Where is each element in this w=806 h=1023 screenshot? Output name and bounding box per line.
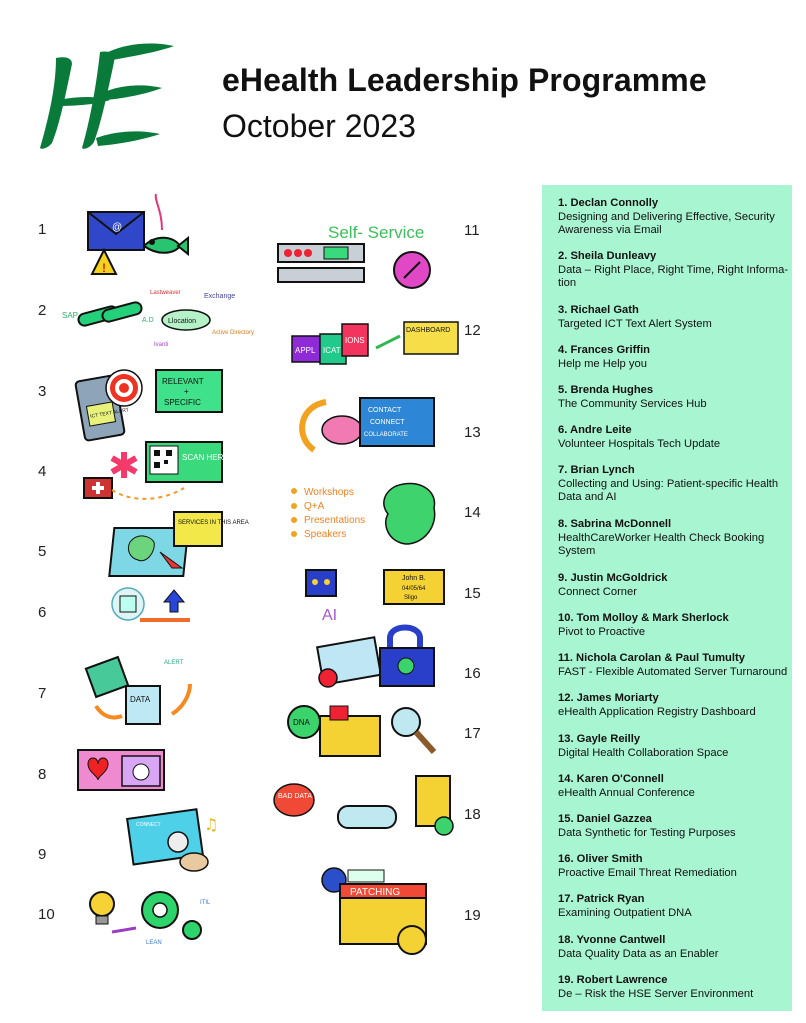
speech-bubble [156, 370, 222, 412]
illustration-number-10: 10 [38, 906, 55, 923]
document-check-icon [416, 776, 453, 835]
page-title: eHealth Leadership Programme [222, 62, 707, 98]
illustration-14-conference [288, 474, 448, 554]
label-sap: SAP [62, 311, 79, 320]
project-entry-13: 13. Gayle Reilly Digital Health Collaboration Space [558, 733, 729, 759]
magnifier-icon [392, 708, 434, 752]
ireland-map-icon [384, 483, 435, 544]
lightbulb-icon [90, 892, 114, 924]
chip-icon [112, 588, 144, 620]
project-entry-3: 3. Richael Gath Targeted ICT Text Alert System [558, 304, 712, 330]
illustration-number-4: 4 [38, 463, 47, 480]
target-icon [106, 370, 142, 406]
illustration-number-9: 9 [38, 846, 47, 863]
illustration-number-17: 17 [464, 725, 481, 742]
illustration-number-3: 3 [38, 383, 47, 400]
project-entry-7: 7. Brian Lynch Collecting and Using: Patient-specific Health Data and AI [558, 464, 779, 504]
hse-logo [38, 38, 178, 153]
label-exchange: Exchange [204, 293, 236, 300]
clock-icon [394, 252, 430, 288]
illustration-18-data-quality [272, 770, 458, 844]
illustration-2-data-systems [62, 282, 255, 352]
project-entry-16: 16. Oliver Smith Proactive Email Threat Remediation [558, 853, 737, 879]
svg-text:+: + [184, 387, 189, 396]
bad-data-cloud [274, 784, 314, 816]
project-entry-11: 11. Nichola Carolan & Paul Tumulty FAST - Flexible Automated Server Turnaround [558, 652, 788, 678]
illustration-1-phishing [82, 190, 192, 280]
error-icon [319, 669, 337, 687]
link-icon [77, 301, 143, 327]
project-entry-14: 14. Karen O'Connell eHealth Annual Conference [558, 773, 695, 799]
project-entry-12: 12. James Moriarty eHealth Application Registry Dashboard [558, 692, 756, 718]
document-icon [126, 686, 160, 724]
svg-text:John B.: John B. [402, 575, 426, 582]
svg-text:DATA: DATA [130, 695, 151, 704]
arrow-up-icon [164, 590, 184, 612]
illustration-number-8: 8 [38, 766, 47, 783]
palette-icon [180, 853, 208, 871]
svg-text:Presentations: Presentations [304, 515, 366, 526]
illustration-number-6: 6 [38, 604, 47, 621]
project-entry-19: 19. Robert Lawrence De – Risk the HSE Server Environment [558, 974, 754, 1000]
illustration-8-health-check [76, 748, 166, 794]
svg-text:AI: AI [322, 607, 338, 624]
illustration-number-1: 1 [38, 221, 47, 238]
svg-text:DNA: DNA [293, 718, 310, 727]
illustration-16-email-threat [316, 620, 448, 692]
asterisk-icon [112, 452, 136, 478]
project-entry-4: 4. Frances Griffin Help me Help you [558, 344, 651, 370]
svg-text:ICAT: ICAT [323, 346, 341, 355]
project-entry-18: 18. Yvonne Cantwell Data Quality Data as an Enabler [558, 934, 719, 960]
svg-text:Sligo: Sligo [404, 595, 418, 601]
project-entry-5: 5. Brenda Hughes The Community Services Hub [558, 384, 707, 410]
label-ivanti: Ivanti [154, 342, 169, 348]
illustration-number-11: 11 [464, 222, 480, 239]
ball-icon [168, 832, 188, 852]
svg-text:COLLABORATE: COLLABORATE [364, 432, 408, 438]
calendar-icon [122, 756, 160, 786]
svg-text:Workshops: Workshops [304, 487, 354, 498]
svg-text:Speakers: Speakers [304, 529, 347, 540]
id-card-icon [384, 570, 444, 604]
robot-icon [306, 570, 336, 596]
illustration-4-help-me [84, 438, 229, 508]
label-ict-text-alert: ICT TEXT ALERT [89, 407, 130, 420]
svg-text:CONNECT: CONNECT [136, 822, 161, 828]
bath-icon [338, 806, 396, 828]
server-icon [278, 244, 364, 282]
illustration-13-collaboration [294, 396, 436, 472]
project-entry-15: 15. Daniel Gazzea Data Synthetic for Testing Purposes [558, 813, 736, 839]
svg-text:IONS: IONS [345, 336, 365, 345]
svg-text:04/05/64: 04/05/64 [402, 586, 426, 592]
svg-text:SERVICES IN THIS AREA: SERVICES IN THIS AREA [178, 520, 249, 526]
project-entry-10: 10. Tom Molloy & Mark Sherlock Pivot to Proactive [558, 612, 729, 638]
svg-text:APPL: APPL [295, 346, 316, 355]
project-entry-2: 2. Sheila Dunleavy Data – Right Place, Right Time, Right Informa-tion [558, 250, 789, 290]
illustration-10-pivot [88, 880, 218, 952]
illustration-17-outpatient-dna [288, 700, 438, 764]
illustration-number-16: 16 [464, 665, 481, 682]
page-subtitle: October 2023 [222, 108, 416, 144]
svg-text:CONNECT: CONNECT [370, 419, 405, 426]
qr-code-icon [146, 442, 229, 482]
illustration-11-self-service [276, 214, 456, 294]
project-entry-6: 6. Andre Leite Volunteer Hospitals Tech Update [558, 424, 721, 450]
illustration-3-text-alert [76, 364, 226, 444]
label-self-service: Self- Service [328, 223, 425, 242]
svg-text:!: ! [102, 261, 106, 275]
svg-text:LEAN: LEAN [146, 940, 162, 946]
illustration-number-19: 19 [464, 907, 481, 924]
dashboard-icon [404, 322, 458, 354]
illustration-number-18: 18 [464, 806, 481, 823]
illustration-number-12: 12 [464, 322, 481, 339]
lock-icon [380, 628, 434, 687]
hospital-icon [320, 706, 380, 756]
illustration-19-patching [320, 864, 440, 960]
warning-icon [92, 250, 116, 275]
envelope-icon [88, 212, 144, 250]
illustration-7-patient-data [82, 650, 212, 730]
illustration-number-14: 14 [464, 504, 481, 521]
svg-text:BAD DATA: BAD DATA [278, 793, 312, 800]
device-icon [86, 657, 128, 697]
illustration-number-5: 5 [38, 543, 47, 560]
svg-text:DASHBOARD: DASHBOARD [406, 327, 451, 334]
svg-text:PATCHING: PATCHING [350, 887, 401, 898]
brain-icon [322, 416, 362, 444]
svg-text:CONTACT: CONTACT [368, 407, 402, 414]
project-entry-17: 17. Patrick Ryan Examining Outpatient DNA [558, 893, 692, 919]
svg-text:Q+A: Q+A [304, 501, 325, 512]
illustration-9-connect-corner [128, 810, 228, 876]
fish-icon [144, 194, 188, 254]
project-entry-1: 1. Declan Connolly Designing and Delivering Effective, Security Awareness via Email [558, 197, 775, 237]
svg-text:♫: ♫ [204, 815, 219, 834]
services-sign [174, 512, 249, 546]
svg-text:@: @ [112, 222, 123, 233]
svg-text:ITIL: ITIL [200, 900, 211, 906]
label-alert: ALERT [164, 660, 184, 666]
project-entry-9: 9. Justin McGoldrick Connect Corner [558, 572, 668, 598]
illustration-number-15: 15 [464, 585, 481, 602]
illustration-number-2: 2 [38, 302, 47, 319]
first-aid-icon [84, 478, 112, 498]
gear-icon [142, 892, 201, 939]
svg-text:SPECIFIC: SPECIFIC [164, 398, 201, 407]
illustration-5-community-hub [116, 512, 249, 582]
illustration-15-synthetic-data [298, 558, 446, 628]
clock-icon [398, 926, 426, 954]
label-ad: A.D [142, 317, 154, 324]
label-lastweaver: Lastweaver [150, 290, 181, 296]
dna-bubble [288, 706, 320, 738]
illustration-number-13: 13 [464, 424, 481, 441]
label-llocation: Llocation [168, 318, 197, 325]
music-icon [204, 815, 218, 834]
svg-text:SCAN HERE: SCAN HERE [182, 453, 229, 462]
project-entry-8: 8. Sabrina McDonnell HealthCareWorker Health Check Booking System [558, 518, 765, 558]
illustration-number-7: 7 [38, 685, 47, 702]
label-active-directory: Active Directory [212, 330, 255, 336]
project-list-panel [542, 185, 792, 1011]
svg-text:RELEVANT: RELEVANT [162, 377, 204, 386]
illustration-6-tech-update [100, 586, 200, 632]
illustration-12-app-registry [292, 316, 460, 372]
